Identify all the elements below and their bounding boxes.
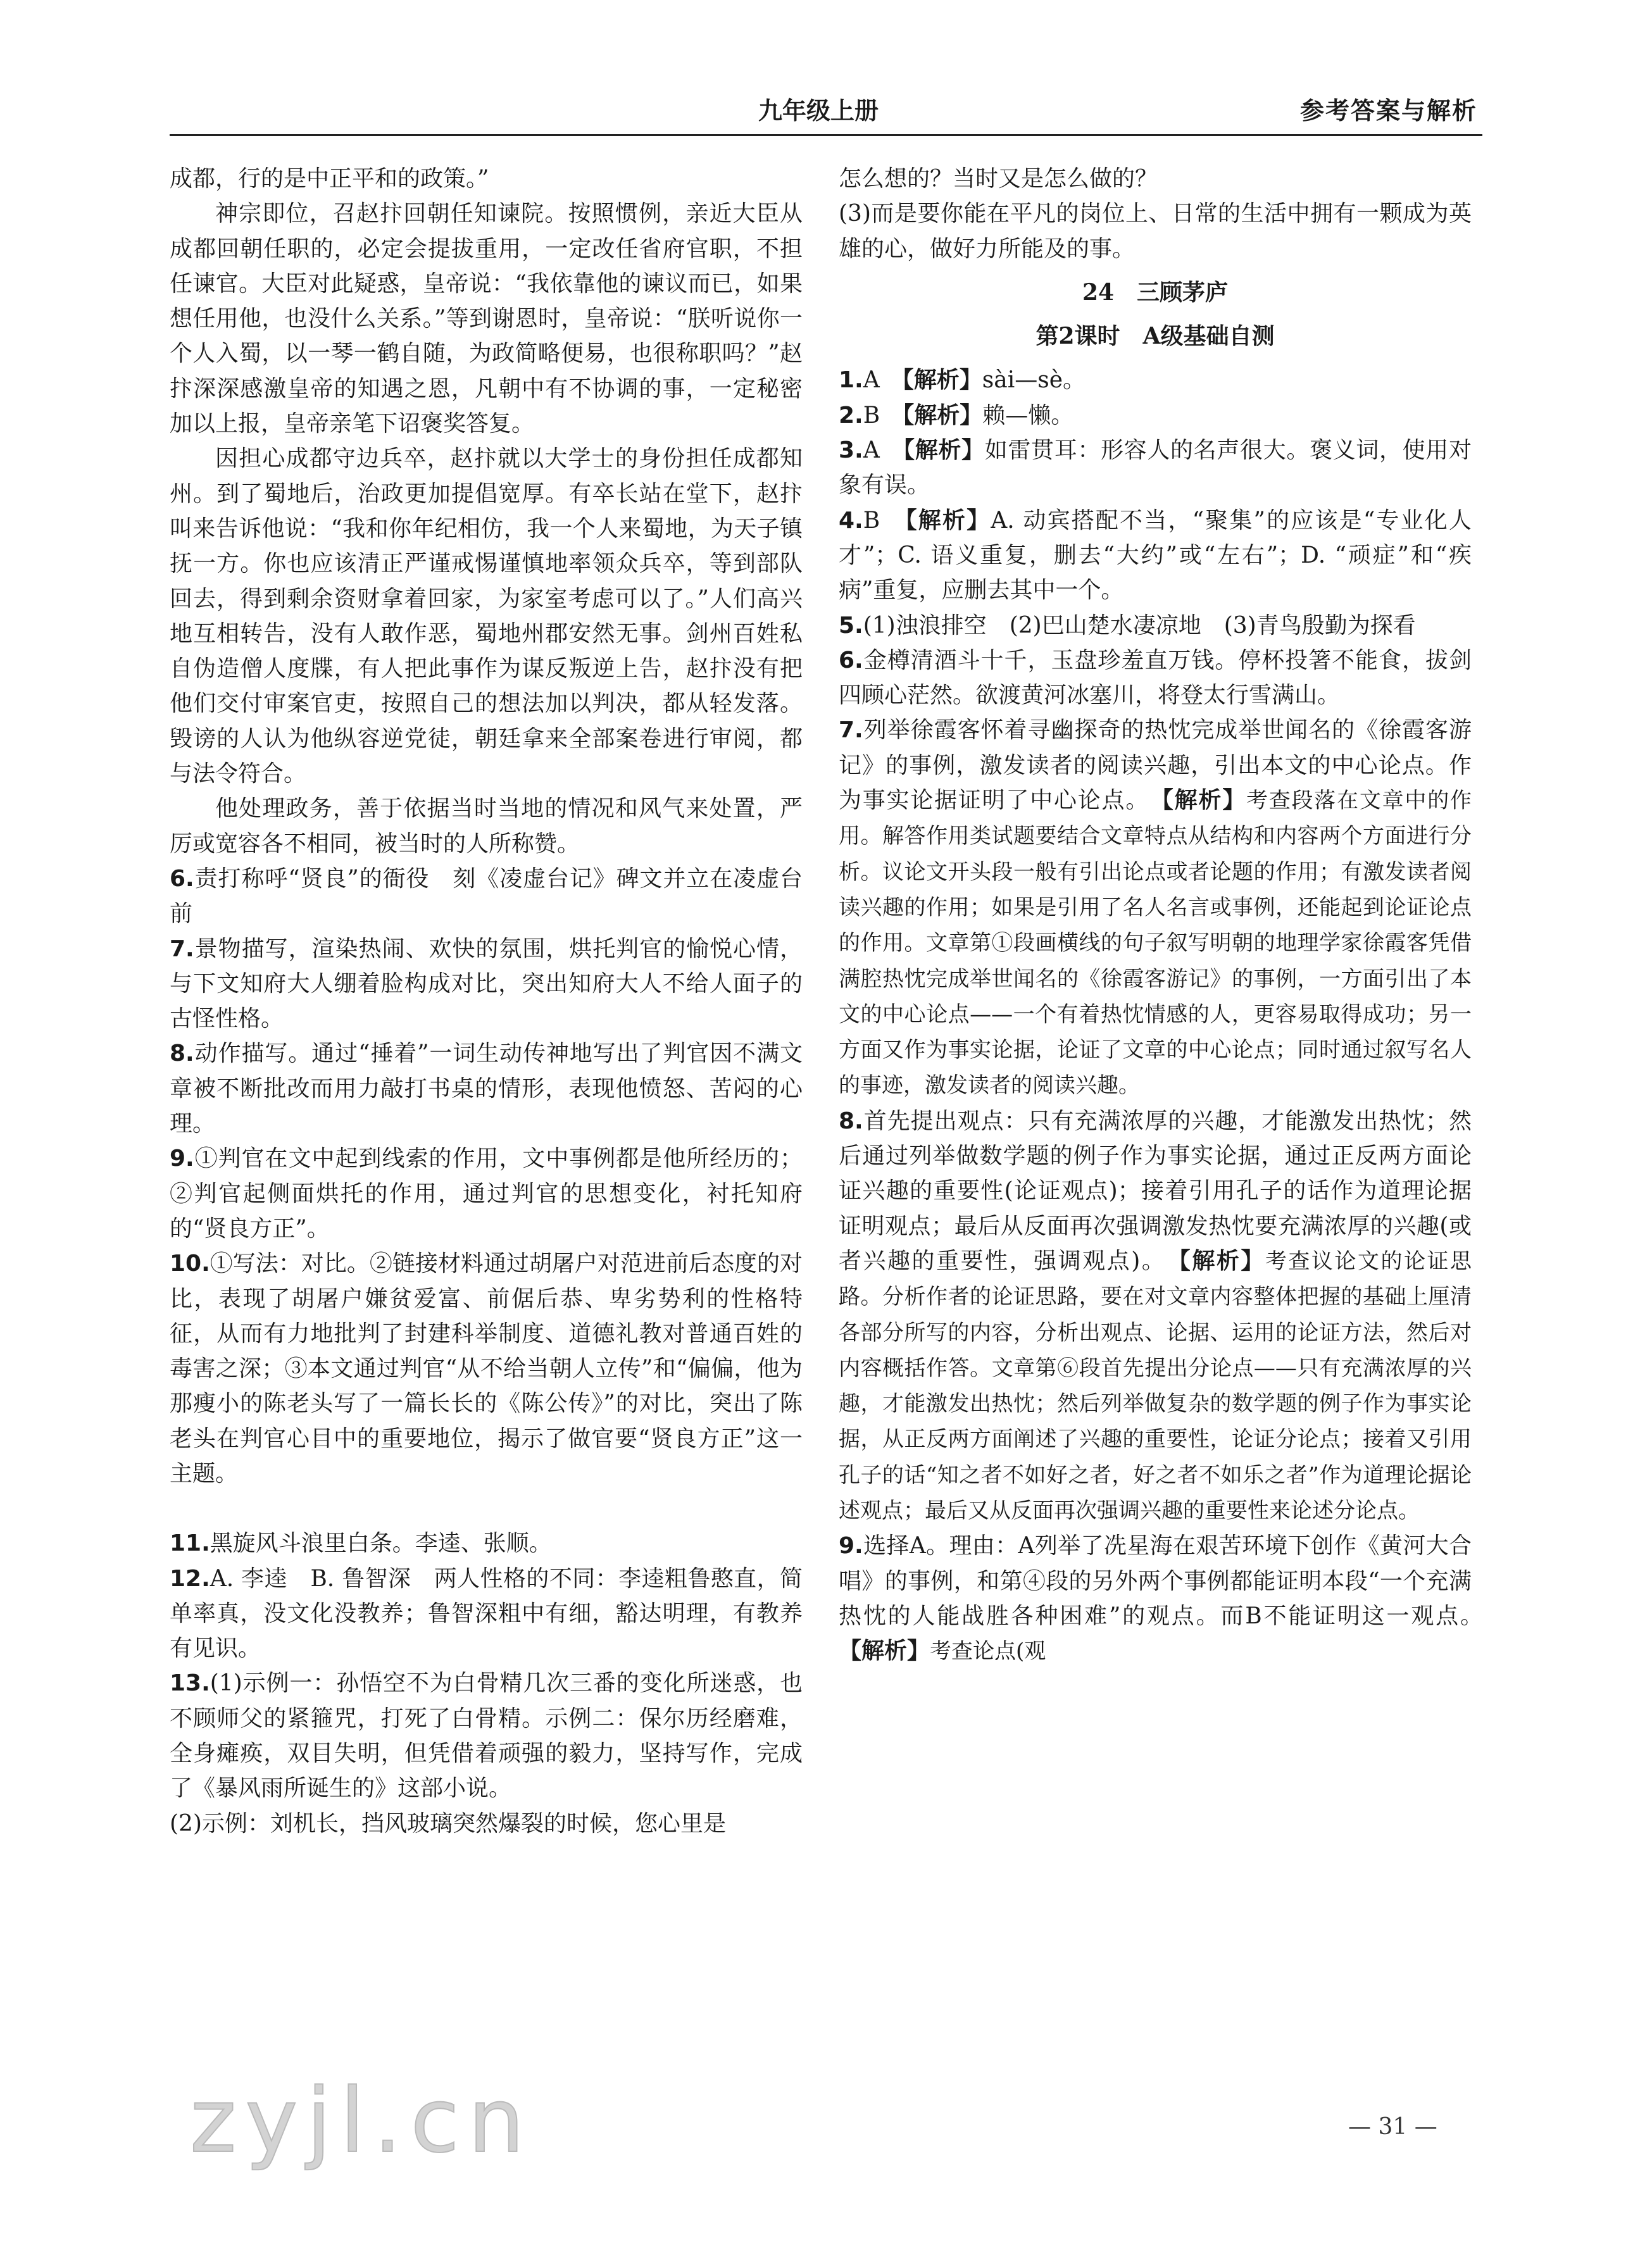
answer-9 — [839, 1528, 1472, 1669]
answer-choice: A — [863, 367, 880, 394]
answer-number: 8. — [839, 1108, 863, 1134]
answer-text: 列举徐霞客怀着寻幽探奇的热忱完成举世闻名的《徐霞客游记》的事例，激发读者的阅读兴趣，引出本文的中心论点。作为事实论据证明了中心论点。 — [839, 717, 1472, 814]
answer-number: 9. — [839, 1533, 863, 1559]
answer-8 — [170, 1036, 803, 1141]
answer-13 — [170, 1666, 803, 1806]
answer-12 — [170, 1561, 803, 1666]
answer-number: 9. — [170, 1146, 194, 1172]
analysis-text: sài—sè。 — [982, 367, 1086, 394]
answer-number: 6. — [839, 647, 863, 673]
answer-number: 4. — [839, 507, 863, 534]
analysis-tag: 【解析】 — [902, 366, 982, 394]
analysis-text: 考查段落在文章中的作用。解答作用类试题要结合文章特点从结构和内容两个方面进行分析。议论文开头段一般有引出论点或者论题的作用；有激发读者阅读兴趣的作用；如果是引用了名人名言或事例，还能起到论证论点的作用。文章第①段画横线的句子叙写明朝的地理学家徐霞客凭借满腔热忱完成举世闻名的《徐霞客游记》的事例，一方面引出了本文的中心论点——一个有着热忱情感的人，更容易取得成功；另一方面又作为事实论据，论证了文章的中心论点；同时通过叙写名人的事迹，激发读者的阅读兴趣。 — [839, 788, 1472, 1099]
answer-number: 8. — [170, 1041, 194, 1067]
answer-number: 13. — [170, 1670, 210, 1697]
answer-text: A. 李逵 B. 鲁智深 两人性格的不同：李逵粗鲁憨直，简单率真，没文化没教养；鲁智深粗中有细，豁达明理，有教养有见识。 — [170, 1565, 803, 1662]
left-column — [170, 161, 803, 1841]
answer-4 — [839, 503, 1472, 608]
answer-text: 黑旋风斗浪里白条。李逵、张顺。 — [210, 1530, 552, 1557]
paragraph: 神宗即位，召赵抃回朝任知谏院。按照惯例，亲近大臣从成都回朝任职的，必定会提拔重用，一定改任省府官职，不担任谏官。大臣对此疑惑，皇帝说：“我依靠他的谏议而已，如果想任用他，也没什么关系。”等到谢恩时，皇帝说：“朕听说你一个人入蜀，以一琴一鹤自随，为政简略便易，也很称职吗？”赵抃深深感激皇帝的知遇之恩，凡朝中有不协调的事，一定秘密加以上报，皇帝亲笔下诏褒奖答复。 — [170, 201, 803, 437]
answer-choice: B — [863, 402, 880, 428]
analysis-tag: 【解析】 — [903, 401, 983, 428]
answer-number: 12. — [170, 1565, 210, 1592]
answer-9 — [170, 1141, 803, 1246]
paragraph: 他处理政务，善于依据当时当地的情况和风气来处置，严厉或宽容各不相同，被当时的人所称赞。 — [170, 796, 803, 857]
paragraph: 因担心成都守边兵卒，赵抃就以大学士的身份担任成都知州。到了蜀地后，治政更加提倡宽厚。有卒长站在堂下，赵抃叫来告诉他说：“我和你年纪相仿，我一个人来蜀地，为天子镇抚一方。你也应该清正严谨戒惕谨慎地率领众兵卒，等到部队回去，得到剩余资财拿着回家，为家室考虑可以了。”人们高兴地互相转告，没有人敢作恶，蜀地州郡安然无事。剑州百姓私自伪造僧人度牒，有人把此事作为谋反叛逆上告，赵抃没有把他们交付审案官吏，按照自己的想法加以判决，都从轻发落。毁谤的人认为他纵容逆党徒，朝廷拿来全部案卷进行审阅，都与法令符合。 — [170, 446, 803, 787]
paragraph: 怎么想的？当时又是怎么做的？ — [839, 166, 1158, 192]
analysis-text: A. 动宾搭配不当，“聚集”的应该是“专业化人才”；C. 语义重复，删去“大约”或“左右”；D. “顽症”和“疾病”重复，应删去其中一个。 — [839, 507, 1472, 604]
answer-text: ①判官在文中起到线索的作用，文中事例都是他所经历的；②判官起侧面烘托的作用，通过判官的思想变化，衬托知府的“贤良方正”。 — [170, 1146, 803, 1242]
answer-text: 责打称呼“贤良”的衙役 刻《凌虚台记》碑文并立在凌虚台前 — [170, 865, 803, 927]
answer-text: 首先提出观点：只有充满浓厚的兴趣，才能激发出热忱；然后通过列举做数学题的例子作为事实论据，通过正反两方面论证兴趣的重要性(论证观点)；接着引用孔子的话作为道理论据证明观点；最后从反面再次强调激发热忱要充满浓厚的兴趣(或者兴趣的重要性，强调观点)。 — [839, 1108, 1472, 1274]
analysis-tag: 【解析】 — [1179, 1247, 1265, 1274]
answer-text: (1)示例一：孙悟空不为白骨精几次三番的变化所迷惑，也不顾师父的紧箍咒，打死了白骨精。示例二：保尔历经磨难，全身瘫痪，双目失明，但凭借着顽强的毅力，坚持写作，完成了《暴风雨所诞生的》这部小说。 — [170, 1670, 803, 1802]
answer-number: 1. — [839, 367, 863, 394]
answer-1 — [839, 363, 1472, 397]
answer-number: 2. — [839, 402, 863, 428]
answer-text: ①写法：对比。②链接材料通过胡屠户对范进前后态度的对比，表现了胡屠户嫌贫爱富、前倨后恭、卑劣势利的性格特征，从而有力地批判了封建科举制度、道德礼教对普通百姓的毒害之深；③本文通过判官“从不给当朝人立传”和“偏偏，他为那瘦小的陈老头写了一篇长长的《陈公传》”的对比，突出了陈老头在判官心目中的重要地位，揭示了做官要“贤良方正”这一主题。 — [170, 1251, 803, 1487]
answer-text: 景物描写，渲染热闹、欢快的氛围，烘托判官的愉悦心情，与下文知府大人绷着脸构成对比，突出知府大人不给人面子的古怪性格。 — [170, 935, 803, 1032]
analysis-tag: 【解析】 — [1161, 787, 1246, 814]
answer-number: 10. — [170, 1251, 210, 1277]
answer-11 — [170, 1526, 803, 1561]
section-subtitle: 第2课时 A级基础自测 — [1036, 323, 1275, 350]
analysis-text: 如雷贯耳：形容人的名声很大。褒义词，使用对象有误。 — [839, 437, 1472, 499]
answer-number: 7. — [170, 935, 194, 962]
answer-text: 动作描写。通过“捶着”一词生动传神地写出了判官因不满文章被不断批改而用力敲打书桌的情形，表现他愤怒、苦闷的心理。 — [170, 1041, 803, 1137]
answer-number: 3. — [839, 437, 863, 464]
watermark: zyjl.cn — [190, 2070, 534, 2173]
answer-number: 7. — [839, 717, 863, 744]
section-title: 参考答案与解析 — [1299, 97, 1477, 125]
answer-3 — [839, 433, 1472, 503]
answer-13-part2: (2)示例：刘机长，挡风玻璃突然爆裂的时候，您心里是 — [170, 1810, 726, 1837]
page-header — [170, 89, 1482, 137]
analysis-text: 赖—懒。 — [982, 402, 1074, 428]
lesson-title: 24 三顾茅庐 — [1082, 278, 1229, 306]
answer-text: 金樽清酒斗十千，玉盘珍羞直万钱。停杯投箸不能食，拔剑四顾心茫然。欲渡黄河冰塞川，将登太行雪满山。 — [839, 647, 1472, 709]
header-rule — [170, 134, 1482, 136]
answer-choice: B — [863, 507, 880, 534]
page-number: — 31 — — [1348, 2114, 1437, 2140]
answer-2 — [839, 398, 1472, 433]
answer-7 — [839, 713, 1472, 1103]
analysis-tag: 【解析】 — [839, 1637, 930, 1665]
answer-text: (1)浊浪排空 (2)巴山楚水凄凉地 (3)青鸟殷勤为探看 — [863, 612, 1416, 639]
answer-10 — [170, 1246, 803, 1491]
right-column — [839, 161, 1472, 1669]
answer-text: 选择A。理由：A列举了冼星海在艰苦环境下创作《黄河大合唱》的事例，和第④段的另外两个事例都能证明本段“一个充满热忱的人能战胜各种困难”的观点。而B不能证明这一观点。 — [839, 1533, 1472, 1629]
analysis-text: 考查议论文的论证思路。分析作者的论证思路，要在对文章内容整体把握的基础上厘清各部分所写的内容，分析出观点、论据、运用的论证方法，然后对内容概括作答。文章第⑥段首先提出分论点——只有充满浓厚的兴趣，才能激发出热忱；然后列举做复杂的数学题的例子作为事实论据，从正反两方面阐述了兴趣的重要性，论证分论点；接着又引用孔子的话“知之者不如好之者，好之者不如乐之者”作为道理论据论述观点；最后又从反面再次强调兴趣的重要性来论述分论点。 — [839, 1248, 1472, 1523]
answer-8 — [839, 1104, 1472, 1529]
answer-number: 11. — [170, 1530, 210, 1557]
analysis-tag: 【解析】 — [905, 506, 991, 534]
answer-choice: A — [863, 437, 880, 464]
paragraph: (3)而是要你能在平凡的岗位上、日常的生活中拥有一颗成为英雄的心，做好力所能及的事。 — [839, 201, 1472, 262]
grade-label: 九年级上册 — [758, 97, 879, 125]
answer-7 — [170, 932, 803, 1037]
answer-6 — [839, 643, 1472, 713]
answer-number: 5. — [839, 612, 863, 639]
paragraph: 成都，行的是中正平和的政策。” — [170, 166, 489, 192]
answer-6 — [170, 861, 803, 932]
answer-number: 6. — [170, 865, 194, 892]
answer-5 — [839, 608, 1472, 643]
analysis-tag: 【解析】 — [903, 437, 985, 464]
analysis-text: 考查论点(观 — [930, 1639, 1046, 1665]
